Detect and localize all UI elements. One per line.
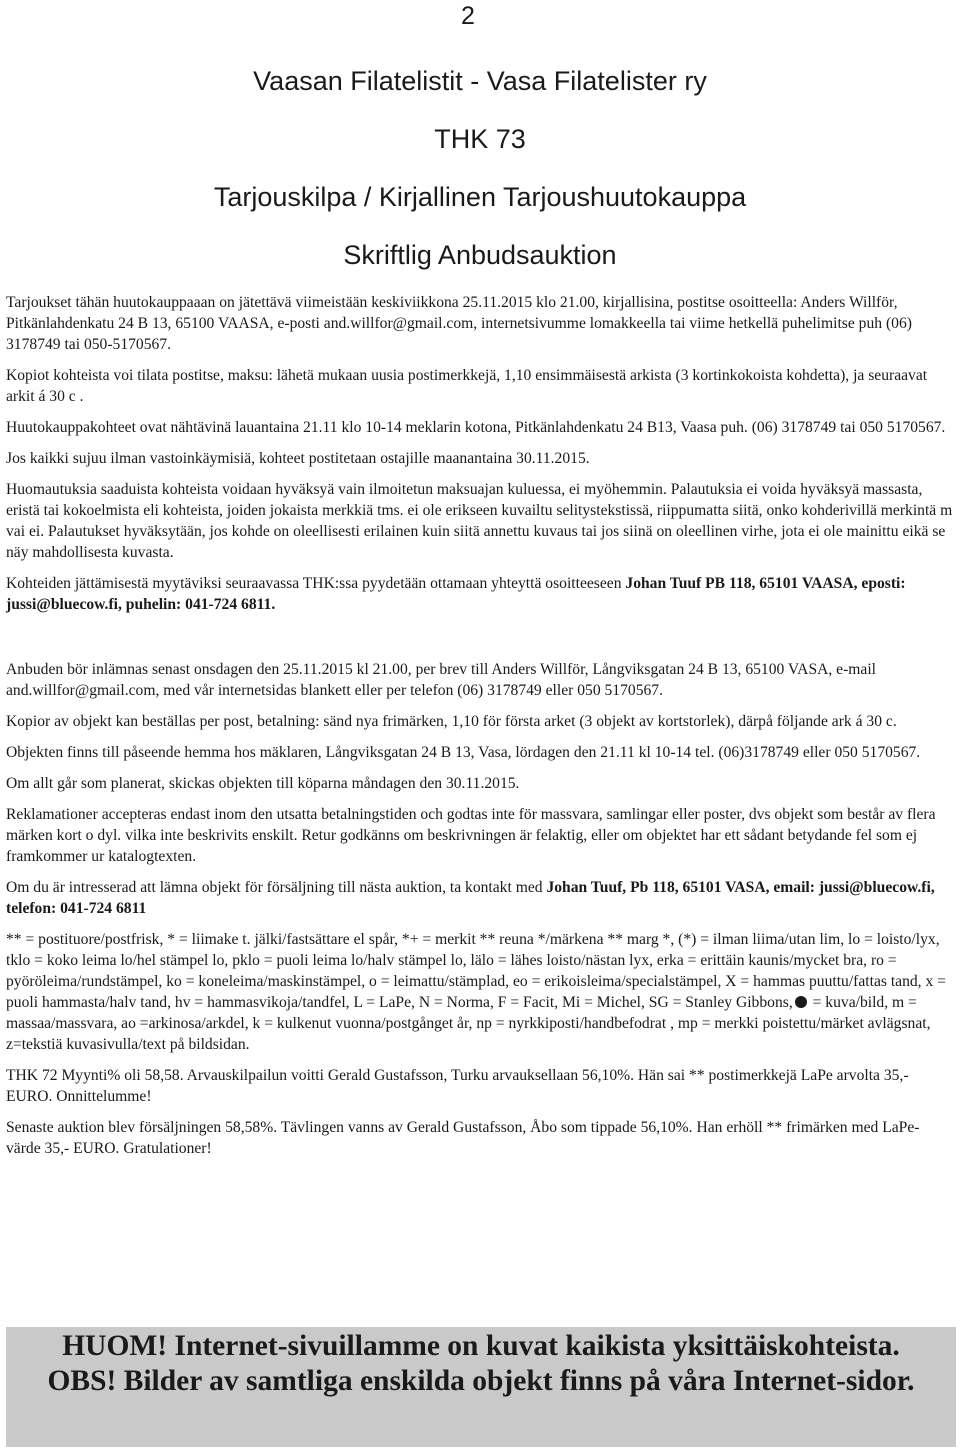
sv-consignment-text: Om du är intresserad att lämna objekt för försäljning till nästa auktion, ta kontakt med bbox=[6, 879, 547, 896]
fi-complaints-paragraph: Huomautuksia saaduista kohteista voidaan hyväksyä vain ilmoitetun maksuajan kuluessa, ei myöhemmin. Palautuksia ei voida hyväksyä massasta, eristä tai kokoelmista eli kohteista, joiden jokaista merkkiä tms. ei ole erikseen kuvailtu selitystekstissä, riippumatta siitä, onko kohderivillä merkintä m vai ei. Palautukset hyväksytään, jos kohde on oleellisesti erilainen kuin siitä annettu kuvaus tai jos siinä on oleellinen virhe, jota ei ole mainittu eikä se näy mahdollisesta kuvasta. bbox=[6, 481, 953, 561]
auction-number: THK 73 bbox=[434, 124, 526, 154]
page-number: 2 bbox=[461, 2, 475, 30]
fi-viewing-paragraph: Huutokauppakohteet ovat nähtävinä lauantaina 21.11 klo 10-14 meklarin kotona, Pitkänlahdenkatu 24 B13, Vaasa puh. (06) 3178749 tai 050 5170567. bbox=[6, 419, 946, 436]
fi-consignment-paragraph bbox=[6, 573, 954, 615]
section-gap bbox=[6, 625, 954, 659]
notice-swedish: OBS! Bilder av samtliga enskilda objekt finns på våra Internet-sidor. bbox=[47, 1365, 915, 1397]
fi-deadline-paragraph: Tarjoukset tähän huutokauppaaan on jätettävä viimeistään keskiviikkona 25.11.2015 klo 21.00, kirjallisina, postitse osoitteella: Anders Willför, Pitkänlahdenkatu 24 B 13, 65100 VAASA, e-posti and.willfor@gmail.com, internetsivumme lomakkeella tai viime hetkellä puhelimitse puh (06) 3178749 tai 050-5170567. bbox=[6, 294, 912, 353]
sv-contact-bold: Johan Tuuf, Pb 118, 65101 VASA, email: jussi@bluecow.fi, telefon: 041-724 6811 bbox=[6, 879, 935, 917]
sv-complaints-paragraph: Reklamationer accepteras endast inom den utsatta betalningstiden och godtas inte för massvara, samlingar eller poster, dvs objekt som består av flera märken kort o dyl. vilka inte beskrivits enskilt. Retur godkänns om beskrivningen är felaktig, eller om objektet har ett sådant betydande fel som ej framkommer ur katalogtexten. bbox=[6, 806, 936, 865]
fi-copies-paragraph: Kopiot kohteista voi tilata postitse, maksu: lähetä mukaan uusia postimerkkejä, 1,10 ensimmäisestä arkista (3 kortinkokoista kohdetta), ja seuraavat arkit á 30 c . bbox=[6, 367, 928, 405]
abbreviations-text: ** = postituore/postfrisk, * = liimake t. jälki/fastsättare el spår, *+ = merkit ** reuna */märkena ** marg *, (*) = ilman liima/utan lim, lo = loisto/lyx, tklo = koko leima lo/hel stämpel lo, pklo = puoli leima lo/halv stämpel lo, lälo = lähes loisto/nästan lyx, erka = erittäin kaunis/mycket bra, ro = pyöröleima/rundstämpel, ko = koneleima/maskinstämpel, o = leimattu/stämplad, eo = erikoisleima/specialstämpel, X = hammas puuttu/fattas tand, x = puoli hammasta/halv tand, hv = hammasvikoja/tandfel, L = LaPe, N = Norma, F = Facit, Mi = Michel, SG = Stanley Gibbons, bbox=[6, 931, 946, 1011]
bullet-dot-icon bbox=[795, 996, 807, 1008]
fi-contact-bold: Johan Tuuf PB 118, 65101 VAASA, eposti: jussi@bluecow.fi, puhelin: 041-724 6811. bbox=[6, 575, 906, 613]
organization-title: Vaasan Filatelistit - Vasa Filatelister ry bbox=[253, 66, 707, 96]
sv-deadline-paragraph: Anbuden bör inlämnas senast onsdagen den 25.11.2015 kl 21.00, per brev till Anders Willför, Långviksgatan 24 B 13, 65100 VASA, e-mail and.willfor@gmail.com, med vår internetsidas blankett eller per telefon (06) 3178749 eller 050 5170567. bbox=[6, 661, 877, 699]
body-text bbox=[6, 292, 954, 1169]
abbreviations-paragraph bbox=[6, 929, 954, 1055]
notice-box bbox=[6, 1327, 956, 1447]
sv-consignment-paragraph bbox=[6, 877, 954, 919]
title-finnish: Tarjouskilpa / Kirjallinen Tarjoushuutokauppa bbox=[213, 182, 747, 212]
header bbox=[0, 64, 960, 272]
fi-consignment-text: Kohteiden jättämisestä myytäviksi seuraavassa THK:ssa pyydetään ottamaan yhteyttä osoitteeseen bbox=[6, 575, 626, 592]
sv-shipping-paragraph: Om allt går som planerat, skickas objekten till köparna måndagen den 30.11.2015. bbox=[6, 775, 520, 792]
results-sv-paragraph: Senaste auktion blev försäljningen 58,58%. Tävlingen vanns av Gerald Gustafsson, Åbo som tippade 56,10%. Han erhöll ** frimärken med LaPe-värde 35,- EURO. Gratulationer! bbox=[6, 1119, 920, 1157]
abbreviations-text-continued: = kuva/bild, m = massaa/massvara, ao =arkinosa/arkdel, k = kulkenut vuonna/postgånget år, np = nyrkkiposti/handbefodrat , mp = merkki poistettu/märket avlägsnat, z=tekstiä kuvasivulla/text på bildsidan. bbox=[6, 994, 931, 1053]
notice-finnish: HUOM! Internet-sivuillamme on kuvat kaikista yksittäiskohteista. bbox=[62, 1330, 900, 1362]
title-swedish: Skriftlig Anbudsauktion bbox=[343, 240, 617, 270]
fi-shipping-paragraph: Jos kaikki sujuu ilman vastoinkäymisiä, kohteet postitetaan ostajille maanantaina 30.11.2015. bbox=[6, 450, 590, 467]
sv-copies-paragraph: Kopior av objekt kan beställas per post, betalning: sänd nya frimärken, 1,10 för första arket (3 objekt av kortstorlek), därpå följande ark á 30 c. bbox=[6, 713, 897, 730]
results-fi-paragraph: THK 72 Myynti% oli 58,58. Arvauskilpailun voitti Gerald Gustafsson, Turku arvauksellaan 56,10%. Hän sai ** postimerkkejä LaPe arvolta 35,- EURO. Onnittelumme! bbox=[6, 1067, 909, 1105]
sv-viewing-paragraph: Objekten finns till påseende hemma hos mäklaren, Långviksgatan 24 B 13, Vasa, lördagen den 21.11 kl 10-14 tel. (06)3178749 eller 050 5170567. bbox=[6, 744, 921, 761]
